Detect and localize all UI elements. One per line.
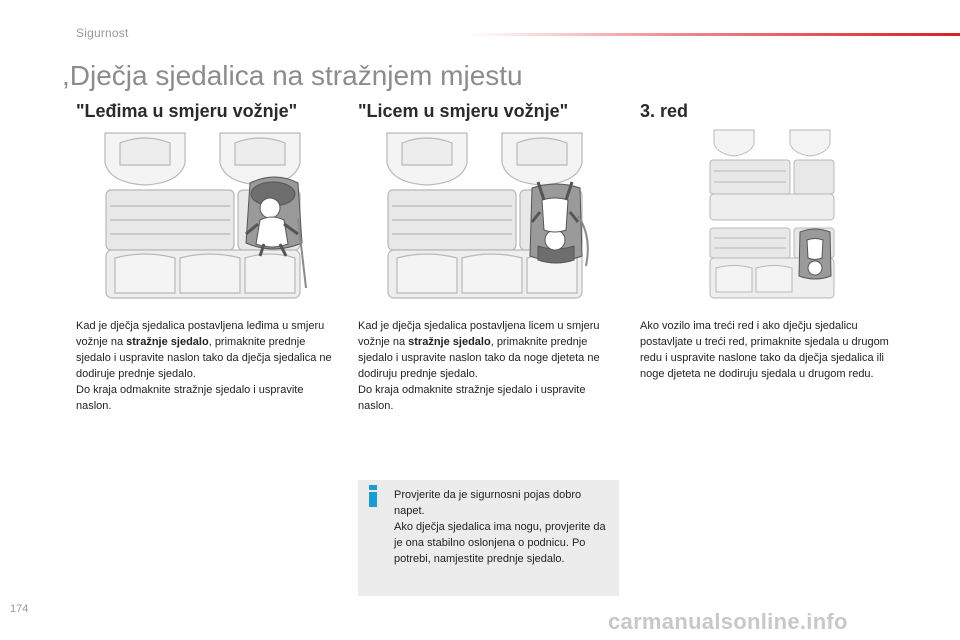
paragraph-forward-facing	[358, 318, 618, 414]
heading-third-row: 3. red	[640, 101, 689, 121]
para2-bold: stražnje sjedalo	[408, 336, 491, 348]
para1-bold: stražnje sjedalo	[126, 336, 209, 348]
info-box	[358, 480, 619, 596]
forward-facing-seat-illustration	[382, 128, 597, 308]
page-title: ,Dječja sjedalica na stražnjem mjestu	[62, 60, 523, 91]
rear-facing-seat-illustration	[100, 128, 315, 308]
para1-text-a: Kad je dječja sjedalica postavljena leđima u smjeru vožnje na	[76, 320, 325, 348]
para2-text-a: Kad je dječja sjedalica postavljena licem u smjeru vožnje na	[358, 320, 600, 348]
paragraph-third-row: Ako vozilo ima treći red i ako dječju sjedalicu postavljate u treći red, primaknite sjedala u drugom redu i uspravite naslone tako da dječja sjedalica ili noge djeteta ne dodiruju sjedala u drugom redu.	[640, 320, 889, 380]
para1-text-c: Do kraja odmaknite stražnje sjedalo i uspravite naslon.	[76, 384, 304, 412]
paragraph-rear-facing	[76, 318, 336, 414]
section-label: Sigurnost	[76, 26, 129, 40]
para1-text-b: , primaknite prednje sjedalo i uspravite naslon tako da dječja sjedalica ne dodiruje prednje sjedalo.	[76, 336, 332, 380]
heading-forward-facing: "Licem u smjeru vožnje"	[358, 101, 569, 121]
para2-text-b: , primaknite prednje sjedalo i uspravite naslon tako da noge djeteta ne dodiruju prednje sjedalo.	[358, 336, 600, 380]
info-icon	[367, 485, 379, 507]
info-text	[394, 487, 614, 567]
header-red-line	[470, 33, 960, 36]
third-row-seat-illustration	[706, 128, 846, 308]
heading-rear-facing: "Leđima u smjeru vožnje"	[76, 101, 298, 121]
para2-text-c: Do kraja odmaknite stražnje sjedalo i uspravite naslon.	[358, 384, 586, 412]
info-line-2: Ako dječja sjedalica ima nogu, provjerite da je ona stabilno oslonjena o podnicu. Po potrebi, namjestite prednje sjedalo.	[394, 521, 606, 565]
info-line-1: Provjerite da je sigurnosni pojas dobro napet.	[394, 489, 582, 517]
watermark: carmanualsonline.info	[608, 609, 848, 634]
page-number: 174	[10, 603, 29, 615]
